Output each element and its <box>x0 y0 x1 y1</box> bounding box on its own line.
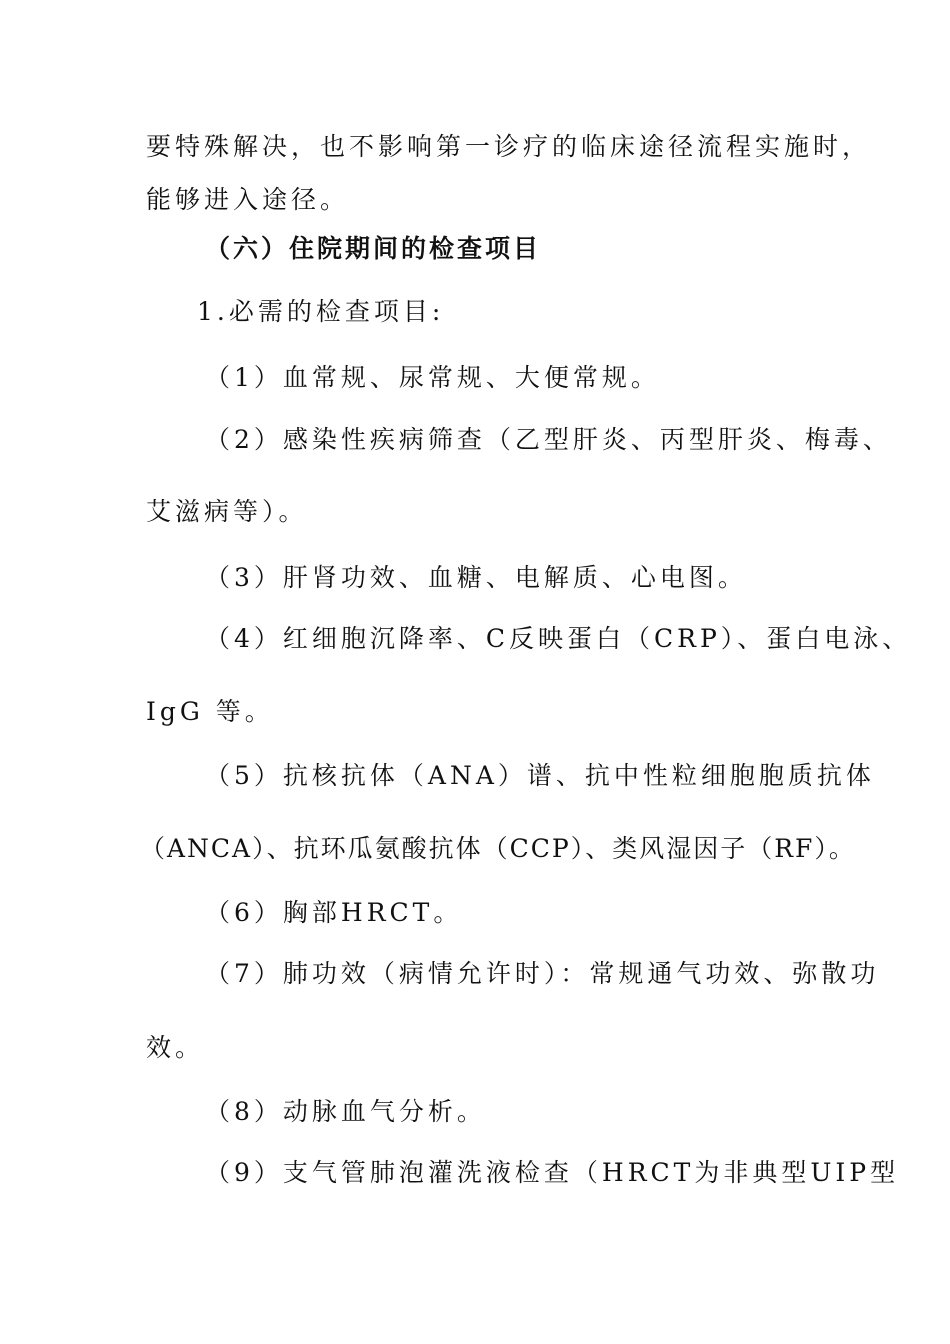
list-item-5-cont: （ANCA）、抗环瓜氨酸抗体（CCP）、类风湿因子（RF）。 <box>140 834 856 863</box>
list-item-5: （5）抗核抗体（ANA）谱、抗中性粒细胞胞质抗体 <box>205 761 875 790</box>
section-heading: （六）住院期间的检查项目 <box>205 234 542 263</box>
list-item-1: （1）血常规、尿常规、大便常规。 <box>205 363 660 392</box>
subsection-title: 1.必需的检查项目: <box>197 297 445 326</box>
list-item-4: （4）红细胞沉降率、C反映蛋白（CRP）、蛋白电泳、 <box>205 624 912 653</box>
list-item-9: （9）支气管肺泡灌洗液检查（HRCT为非典型UIP型 <box>205 1158 900 1187</box>
list-item-8: （8）动脉血气分析。 <box>205 1097 486 1126</box>
text-line-1: 要特殊解决，也不影响第一诊疗的临床途径流程实施时， <box>146 132 872 161</box>
list-item-6: （6）胸部HRCT。 <box>205 898 463 927</box>
list-item-4-cont: IgG 等。 <box>146 697 274 726</box>
list-item-3: （3）肝肾功效、血糖、电解质、心电图。 <box>205 563 747 592</box>
list-item-2-cont: 艾滋病等）。 <box>146 497 308 526</box>
list-item-2: （2）感染性疾病筛查（乙型肝炎、丙型肝炎、梅毒、 <box>205 425 892 454</box>
list-item-7: （7）肺功效（病情允许时）：常规通气功效、弥散功 <box>205 959 880 988</box>
text-line-2: 能够进入途径。 <box>146 185 350 214</box>
list-item-7-cont: 效。 <box>146 1033 205 1062</box>
